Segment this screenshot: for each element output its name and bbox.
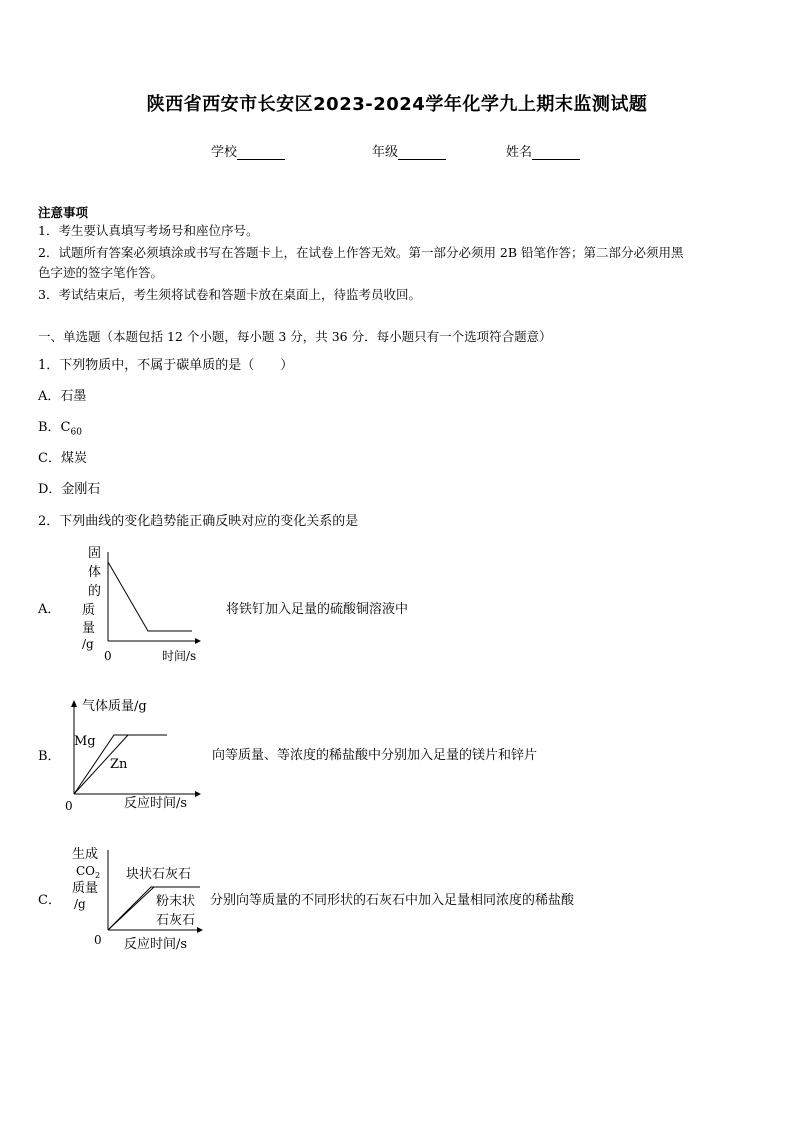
q2-c-chart: [66, 840, 210, 956]
q2-b-desc: 向等质量、等浓度的稀盐酸中分别加入足量的镁片和锌片: [212, 748, 538, 763]
q1-option-d[interactable]: D．金刚石: [38, 482, 101, 497]
b-xlabel: 反应时间/s: [124, 796, 188, 811]
c-label-powder-b: 石灰石: [156, 913, 196, 928]
name-blank[interactable]: [532, 145, 580, 160]
q2-option-a-label[interactable]: A．: [38, 602, 61, 617]
q1-option-c[interactable]: C．煤炭: [38, 451, 87, 466]
c-label-powder-a: 粉末状: [156, 894, 196, 909]
notice-item-2-cont: 色字迹的签字笔作答。: [38, 265, 164, 280]
q2-a-desc: 将铁钉加入足量的硫酸铜溶液中: [226, 602, 409, 617]
c-series-powder: [108, 887, 154, 930]
q2-a-chart: [76, 542, 216, 668]
grade-label: 年级: [372, 145, 399, 160]
b-label-mg: Mg: [74, 734, 96, 749]
a-ylabel-char: 体: [88, 565, 102, 580]
a-ylabel-char: 质: [82, 603, 96, 618]
b-ylabel: 气体质量/g: [82, 699, 147, 714]
name-field: [506, 141, 580, 160]
grade-field: [372, 141, 446, 160]
a-origin: 0: [104, 649, 112, 663]
c-label-lump: 块状石灰石: [126, 867, 192, 882]
q2-option-c-label[interactable]: C．: [38, 893, 61, 908]
page-title: 陕西省西安市长安区2023-2024学年化学九上期末监测试题: [146, 94, 648, 115]
b-origin: 0: [65, 799, 73, 813]
notice-item-1: 1．考生要认真填写考场号和座位序号。: [38, 223, 259, 238]
name-label: 姓名: [506, 145, 533, 160]
c-ylabel-2-sub: 2: [95, 871, 101, 880]
school-field: [211, 141, 285, 160]
notice-item-3: 3．考试结束后，考生须将试卷和答题卡放在桌面上，待监考员收回。: [38, 287, 421, 302]
q1-option-a[interactable]: A．石墨: [38, 389, 87, 404]
a-x-arrow: [195, 638, 201, 644]
q2-option-b-label[interactable]: B．: [38, 749, 61, 764]
a-ylabel-char: 量: [82, 621, 96, 636]
a-ylabel-char: 的: [88, 584, 102, 599]
q1-option-b[interactable]: [38, 416, 82, 438]
notice-item-2: 2．试题所有答案必须填涂或书写在答题卡上，在试卷上作答无效。第一部分必须用 2B 铅笔作答；第二部分必须用黑: [38, 245, 684, 260]
a-yunit: /g: [82, 637, 94, 651]
a-curve: [108, 562, 192, 631]
b-y-arrow: [71, 700, 77, 707]
c-ylabel-1: 生成: [72, 847, 99, 862]
school-label: 学校: [211, 145, 238, 160]
c-yunit: /g: [74, 897, 86, 911]
q1-stem: 1．下列物质中，不属于碳单质的是（ ）: [38, 358, 294, 373]
grade-blank[interactable]: [398, 145, 446, 160]
section-heading: 一、单选题（本题包括 12 个小题，每小题 3 分，共 36 分．每小题只有一个选项符合题意）: [38, 329, 552, 344]
c-x-arrow: [197, 927, 203, 933]
a-xlabel: 时间/s: [162, 649, 197, 663]
q1-option-b-text: B．C: [38, 420, 71, 435]
a-ylabel-char: 固: [88, 546, 102, 561]
b-x-arrow: [195, 791, 201, 797]
b-label-zn: Zn: [110, 757, 128, 772]
notice-heading: 注意事项: [38, 205, 89, 220]
q1-option-b-sub: 60: [70, 427, 82, 438]
c-xlabel: 反应时间/s: [124, 937, 188, 952]
c-ylabel-2-text: CO: [76, 864, 96, 878]
q2-stem: 2．下列曲线的变化趋势能正确反映对应的变化关系的是: [38, 514, 359, 529]
c-ylabel-3: 质量: [72, 881, 99, 896]
c-origin: 0: [94, 933, 102, 947]
school-blank[interactable]: [237, 145, 285, 160]
q2-c-desc: 分别向等质量的不同形状的石灰石中加入足量相同浓度的稀盐酸: [210, 893, 575, 908]
q2-b-chart: [60, 694, 210, 814]
c-ylabel-2: [76, 864, 100, 880]
